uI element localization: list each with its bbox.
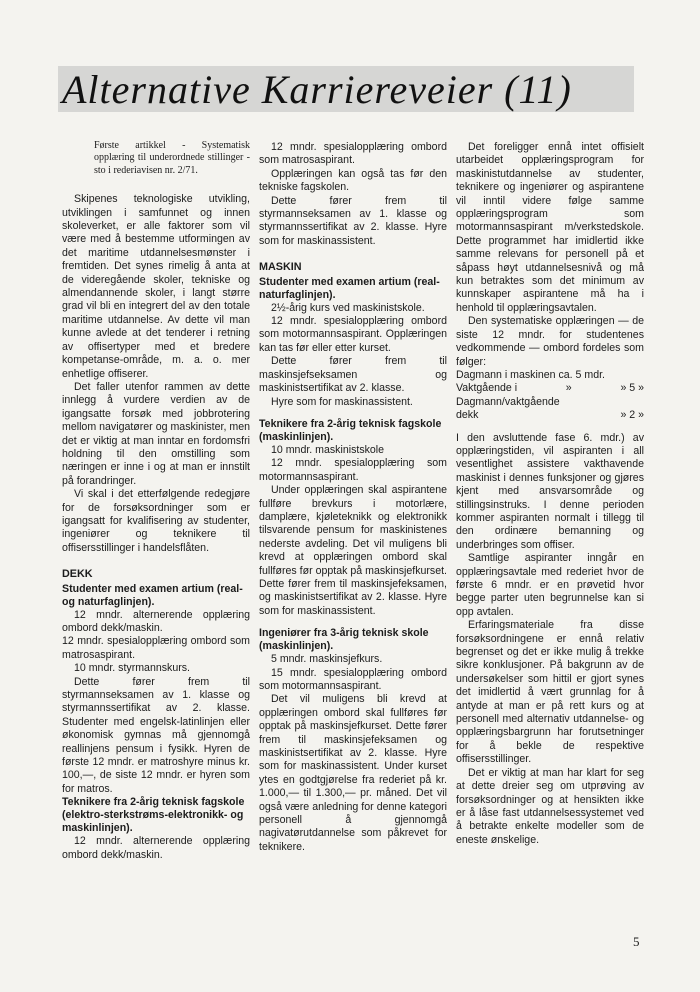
intro-note: Første artikkel - Systematisk opplæring til underordnede stillinger - sto i rederiavisen nr. 2/71. [94,140,250,176]
paragraph: Det faller utenfor rammen av dette innlegg å vurdere verdien av de igangsatte forsøk med jobbrotering mellom navigatører og maskinister, men det er viktig at man inntar en fordomsfri holdning til den omstilling som næringen er inne i og at man er innstilt på forandringer. [62,380,250,487]
paragraph: Dette fører frem til maskinsjefseksamen og maskinistsertifikat av 2. klasse. [259,355,447,395]
column-3 [456,141,644,847]
column-2 [259,141,447,854]
paragraph: 12 mndr. spesialopplæring ombord som matrosaspirant. [259,141,447,167]
page-number: 5 [633,934,640,949]
schedule-label: dekk [456,409,479,422]
paragraph: Det er viktig at man har klart for seg at dette dreier seg om utprøving av forsøksordninger og at hensikten ikke er å låse fast utdannelsessystemet ved å betrakte enkelte modeller som de eneste ønskelige. [456,766,644,846]
schedule-row [456,409,644,422]
paragraph: Dette fører frem til styrmannseksamen av 1. klasse og styrmannssertifikat av 2. klasse. Studenter med engelsk-latinlinjen eller økonomisk gymnas må gjennomgå reallinjens pensum i fysikk. Hyren de første 12 mndr. er matroshyre minus kr. 100,—, de siste 12 mndr. er hyren som for matros. [62,675,250,795]
paragraph: 2½-årig kurs ved maskinistskole. [271,301,425,314]
paragraph: Det vil muligens bli krevd at opplæringen ombord skal fullføres før opptak på maskinsjefkurset. Dette fører frem til maskinsjefeksamen og maskinistsertifikat av 2. klasse. Hyre som for maskinassistent. Under kurset ytes en godtgjørelse fra rederiet på kr. 1.000,— til 1.300,— pr. måned. Det vil også være anledning for denne kategori personell å gjennomgå nagivatørutdannelse som påkrevet for teknikere. [259,693,447,853]
paragraph: Vi skal i det etterfølgende redegjøre for de forsøksordninger som er igangsatt for kvalifisering av studenter, ingeniører og teknikere til offisersstillinger i handelsflåten. [62,488,250,554]
paragraph: 12 mndr. alternerende opplæring ombord dekk/maskin. [62,608,250,634]
paragraph: 10 mndr. styrmannskurs. [74,662,190,675]
paragraph: Skipenes teknologiske utvikling, utviklingen i samfunnet og innen skoleverket, er alle faktorer som vil være med å bestemme utformingen av det maritime utdannelsesmønster i fremtiden. Det synes rimelig å anta at de videregående skoler, tekniske og almendannende skoler, i langt større grad vil bli en integrert del av den totale maritime utdannelse. Av dette vil man kunne avlede at det tenderer i retning av offisertyper med et bredere kompetanse-område, m. a. o. mer enhetlige offiserer. [62,193,250,380]
paragraph: 12 mndr. spesialopplæring ombord som matrosaspirant. [62,635,250,661]
subheading: Studenter med examen artium (real-naturfaglinjen). [259,275,440,301]
subheading: Teknikere fra 2-årig teknisk fagskole (elektro-sterkstrøms-elektronikk- og maskinlinjen). [62,796,245,835]
schedule-row: Dagmann/vaktgående [456,395,560,408]
paragraph: Samtlige aspiranter inngår en opplæringsavtale med rederiet hvor de første 6 mndr. er en prøvetid hvor begge parter uten begrunnelse kan si opp avtalen. [456,552,644,618]
paragraph: 12 mndr. spesialopplæring ombord som motormannsaspirant. Opplæringen kan tas før eller etter kurset. [259,315,447,354]
section-heading-maskin: MASKIN [259,261,302,274]
subheading: Teknikere fra 2-årig teknisk fagskole (maskinlinjen). [259,417,442,443]
column-1 [62,140,250,862]
schedule-label: Vaktgående i [456,382,518,395]
paragraph: Erfaringsmateriale fra disse forsøksordningene er ennå relativ begrenset og det er ikke mulig å trekke sikre konklusjoner. På bakgrunn av de undersøkelser som hittil er gjort synes det imidlertid å vært grunnlag for å antyde at man er på rett kurs og at personell med alternativ utdannelse- og opplæringsbargrunn har forutsetninger for å bekle de respektive offisersstillinger. [456,619,644,766]
paragraph: Hyre som for maskinassistent. [271,395,413,408]
schedule-row [456,382,644,395]
subheading: Studenter med examen artium (real- og naturfaglinjen). [62,582,243,608]
paragraph: Den systematiske opplæringen — de siste 12 mndr. for studentenes vedkommende — ombord fordeles som følger: [456,315,644,368]
paragraph: Det foreligger ennå intet offisielt utarbeidet opplæringsprogram for maskinistutdannelse av studenter, teknikere og ingeniører og aspirantene vil inntil videre følge samme opplæringsprogram som motormannsaspirant m/verkstedskole. Dette programmet har imidlertid ikke samme relevans for personell på et såpass høyt utdannelsesnivå og må kun betraktes som det minimum av kunnskaper aspirantene må ha i henhold til opplæringsavtalen. [456,141,644,314]
schedule-ditto: » [565,382,572,395]
paragraph: I den avsluttende fase 6. mdr.) av opplæringstiden, vil aspiranten i all vesentlighet assistere vakthavende maskinist i dennes funksjoner og gjøres kjent med ansvarsområde og stillingsinstruks. I denne perioden kommer aspiranten normalt i tillegg til den ordinære bemanning og underbringes som offiser. [456,431,644,551]
schedule-value: » 2 » [620,409,644,422]
paragraph: 12 mndr. spesialopplæring som motormannsaspirant. [259,457,447,483]
paragraph: Under opplæringen skal aspirantene fullføre brevkurs i motorlære, damplære, kjøleteknikk og elektronikk tilsvarende pensum for maskinistenes nederste avdeling. Det vil muligens bli krevd at opplæringen ombord skal fullføres før opptak på maskinsjefkurset. Dette fører frem til maskinsjefeksamen, og maskinistsertifikat av 2. klasse. Hyre som for maskinassistent. [259,484,447,617]
article-title: Alternative Karriereveier (11) [62,67,572,112]
paragraph: 5 mndr. maskinsjefkurs. [271,653,383,666]
schedule-value: » 5 » [620,382,644,395]
section-heading-dekk: DEKK [62,568,93,581]
subheading: Ingeniører fra 3-årig teknisk skole (maskinlinjen). [259,627,429,653]
paragraph: 12 mndr. alternerende opplæring ombord dekk/maskin. [62,835,250,861]
paragraph: 15 mndr. spesialopplæring ombord som motormannsaspirant. [259,666,447,692]
paragraph: Dette fører frem til styrmannseksamen av 1. klasse og styrmannssertifikat av 2. klasse. Hyre som for maskinassistent. [259,194,447,247]
paragraph: 10 mndr. maskinistskole [271,443,385,456]
paragraph: Opplæringen kan også tas før den tekniske fagskolen. [259,167,447,194]
schedule-row: Dagmann i maskinen ca. 5 mdr. [456,368,605,381]
